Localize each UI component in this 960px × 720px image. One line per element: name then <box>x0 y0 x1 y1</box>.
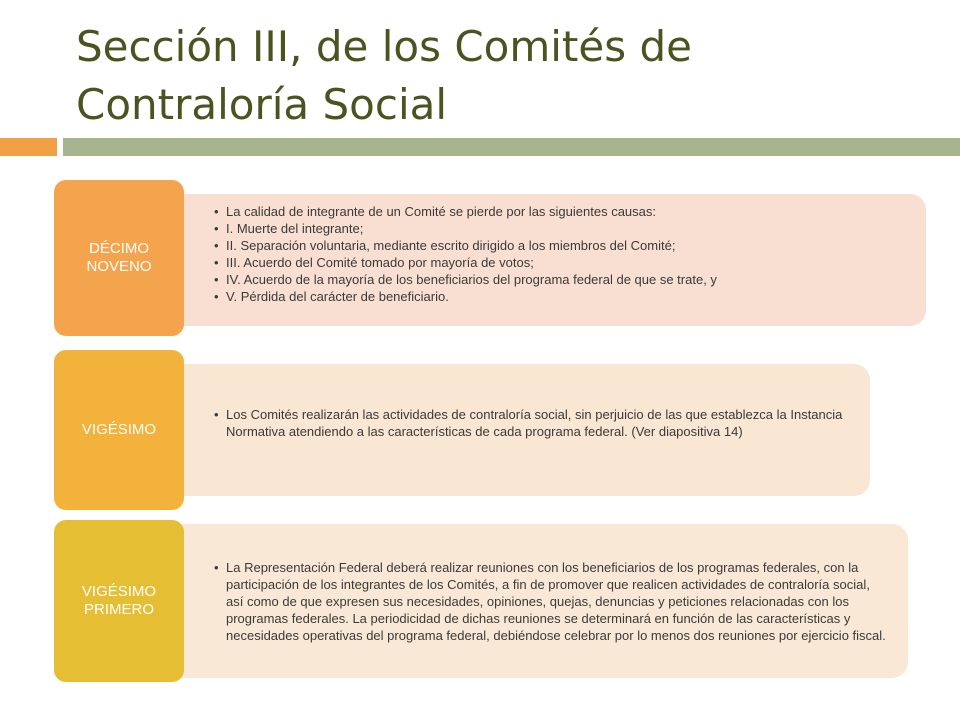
bullet-item: • Los Comités realizarán las actividades de contraloría social, sin perjuicio de las que establezca la Instancia Normativa atendiendo a las características de cada programa federal. (Ver diapositiva 14) <box>226 406 846 440</box>
bullet-item: • III. Acuerdo del Comité tomado por mayoría de votos; <box>226 254 717 271</box>
bullet-list <box>210 406 846 440</box>
section-label-decimo-noveno: DÉCIMO NOVENO <box>54 180 184 336</box>
bullet-item: • IV. Acuerdo de la mayoría de los beneficiarios del programa federal de que se trate, y <box>226 271 717 288</box>
section-label-vigesimo-primero: VIGÉSIMO PRIMERO <box>54 520 184 682</box>
bullet-item: • V. Pérdida del carácter de beneficiario. <box>226 288 717 305</box>
slide-title: Sección III, de los Comités de Contraloría Social <box>76 22 692 129</box>
title-accent-bar-green <box>63 138 960 156</box>
bullet-item: • I. Muerte del integrante; <box>226 220 717 237</box>
bullet-item: • II. Separación voluntaria, mediante escrito dirigido a los miembros del Comité; <box>226 237 717 254</box>
section-label-vigesimo: VIGÉSIMO <box>54 350 184 510</box>
title-accent-bar-orange <box>0 138 57 156</box>
section-content-vigesimo <box>150 364 870 496</box>
bullet-list <box>210 559 886 644</box>
section-content-decimo-noveno <box>150 194 926 326</box>
section-content-vigesimo-primero <box>150 524 908 678</box>
bullet-item: • La Representación Federal deberá realizar reuniones con los beneficiarios de los programas federales, con la participación de los integrantes de los Comités, a fin de promover que realicen actividades de contraloría social, así como de que expresen sus necesidades, opiniones, quejas, denuncias y peticiones relacionadas con los programas federales. La periodicidad de dichas reuniones se determinará en función de las características y necesidades operativas del programa federal, debiéndose celebrar por lo menos dos reuniones por ejercicio fiscal. <box>226 559 886 644</box>
bullet-item: • La calidad de integrante de un Comité se pierde por las siguientes causas: <box>226 203 717 220</box>
bullet-list <box>210 203 717 305</box>
